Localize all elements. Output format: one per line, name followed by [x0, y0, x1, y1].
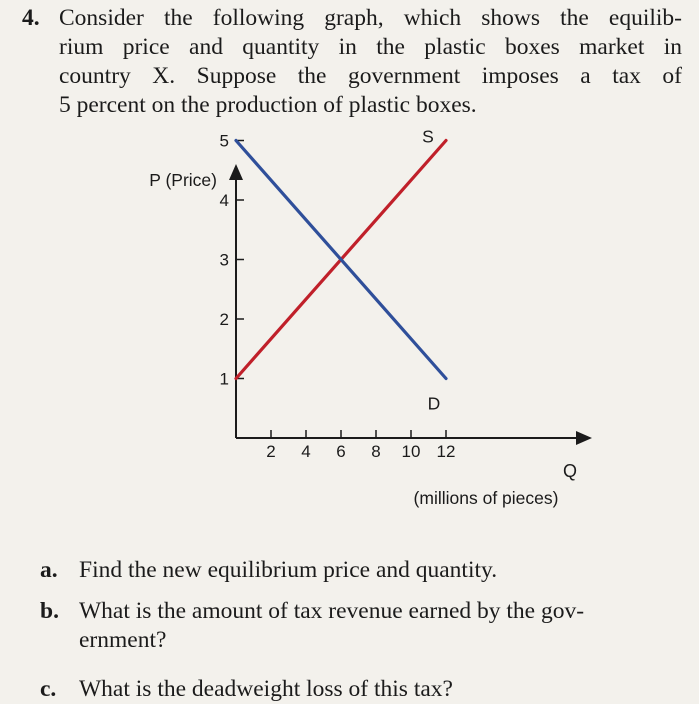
question-line: country X. Suppose the government imposes a tax of — [59, 63, 682, 89]
subquestion-letter: b. — [40, 598, 59, 624]
x-tick-label: 4 — [301, 442, 311, 461]
y-tick-label: 4 — [219, 191, 229, 210]
x-tick-label: 8 — [371, 442, 381, 461]
subquestion-line: What is the amount of tax revenue earned by the gov- — [79, 598, 585, 624]
x-tick-label: 10 — [401, 442, 421, 461]
subquestion-line: ernment? — [79, 627, 167, 653]
y-tick-label: 2 — [219, 310, 229, 329]
y-tick-label: 3 — [219, 250, 229, 270]
subquestion-letter: c. — [40, 676, 57, 702]
question-line: Consider the following graph, which shows the equilib- — [59, 5, 682, 31]
axes — [229, 164, 592, 445]
y-tick-label: 5 — [219, 131, 229, 151]
supply-label: S — [422, 126, 434, 147]
subquestion-line: Find the new equilibrium price and quantity. — [79, 557, 498, 583]
subquestion-line: What is the deadweight loss of this tax? — [79, 676, 453, 702]
y-tick-label: 1 — [219, 369, 229, 389]
series — [236, 127, 446, 414]
x-axis-arrow — [576, 431, 592, 445]
x-axis-label-q: Q — [562, 461, 578, 481]
question-line: 5 percent on the production of plastic boxes. — [59, 92, 477, 118]
subquestion-letter: a. — [40, 557, 58, 583]
x-tick-label: 12 — [436, 442, 456, 461]
question-number: 4. — [22, 5, 40, 31]
subquestion-text — [79, 597, 685, 655]
subquestion-b — [40, 597, 685, 655]
subquestion-text — [79, 556, 685, 585]
x-axis-label-units: (millions of pieces) — [413, 488, 559, 508]
subquestion-a — [40, 556, 685, 585]
y-axis-arrow — [229, 164, 243, 180]
x-tick-label: 6 — [336, 442, 346, 461]
question-line: rium price and quantity in the plastic boxes market in — [59, 34, 682, 60]
y-axis-label: P (Price) — [149, 170, 217, 190]
demand-label: D — [427, 393, 441, 414]
ticks — [220, 132, 456, 462]
x-tick-label: 2 — [266, 442, 276, 461]
